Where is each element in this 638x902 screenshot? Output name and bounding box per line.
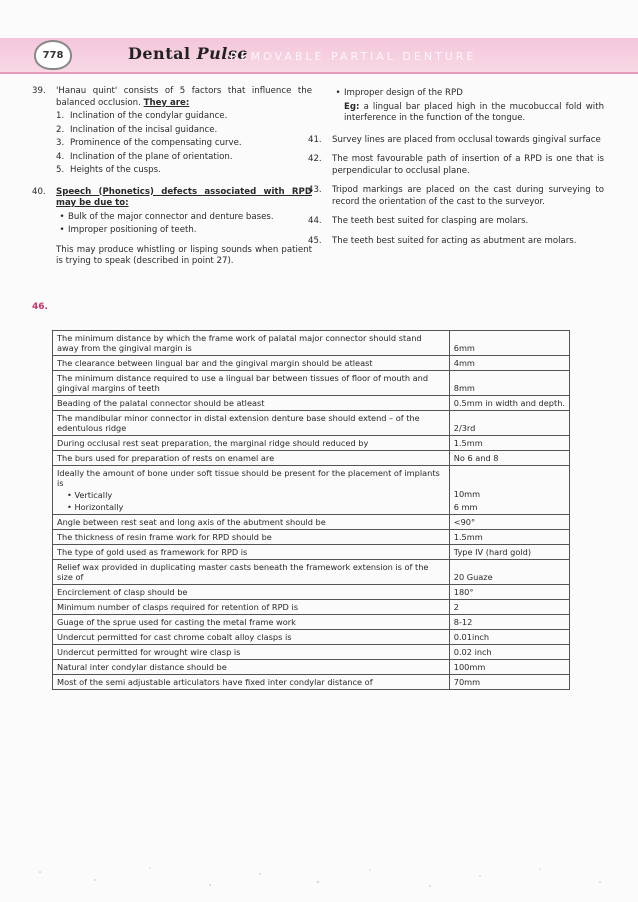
bullet-icon: • <box>59 211 65 222</box>
page-number: 778 <box>42 49 64 61</box>
left-column <box>32 86 312 274</box>
fact-answer: 0.02 inch <box>449 645 569 660</box>
fact-answer: 8mm <box>449 371 569 396</box>
question-text: The most favourable path of insertion of a RPD is one that is perpendicular to occlusal plane. <box>332 154 604 176</box>
question-number: 40. <box>32 186 46 197</box>
question-number: 43. <box>308 185 322 195</box>
right-column <box>308 86 604 253</box>
question-text: Tripod markings are placed on the cast during surveying to record the orientation of the cast to the surveyor. <box>332 185 604 207</box>
table-row <box>53 451 570 466</box>
bullet-item: • Vertically <box>67 490 113 500</box>
fact-question: Natural inter condylar distance should be <box>53 660 450 675</box>
table-row <box>53 600 570 615</box>
table-row <box>53 436 570 451</box>
table-row <box>53 645 570 660</box>
table-row <box>53 371 570 396</box>
question-44 <box>308 216 604 228</box>
list-item: 3. Prominence of the compensating curve. <box>56 138 242 148</box>
list-item: 4. Inclination of the plane of orientation. <box>56 151 233 162</box>
question-41 <box>308 135 604 147</box>
fact-question: The type of gold used as framework for RPD is <box>53 545 450 560</box>
table-row <box>53 396 570 411</box>
question-number: 39. <box>32 86 46 96</box>
table-row <box>53 560 570 585</box>
fact-question: Guage of the sprue used for casting the metal frame work <box>53 615 450 630</box>
bullet-icon: • <box>67 490 75 500</box>
list-item: 5. Heights of the cusps. <box>56 165 161 175</box>
fact-answer: 2/3rd <box>449 411 569 436</box>
question-text: 'Hanau quint' consists of 5 factors that influence the balanced occlusion. <box>56 86 312 108</box>
fact-question: Relief wax provided in duplicating master casts beneath the framework extension is of the size of <box>53 560 450 585</box>
fact-answer: 4mm <box>449 356 569 371</box>
page-number-badge <box>34 40 72 70</box>
facts-table <box>52 330 570 690</box>
example-text: Eg: a lingual bar placed high in the mucobuccal fold with interference in the function of the tongue. <box>344 101 605 123</box>
question-40 <box>32 187 312 268</box>
facts-table-body <box>53 331 570 690</box>
fact-question: Most of the semi adjustable articulators have fixed inter condylar distance of <box>53 675 450 690</box>
fact-question: The mandibular minor connector in distal extension denture base should extend – of the edentulous ridge <box>53 411 450 436</box>
fact-question: The clearance between lingual bar and the gingival margin should be atleast <box>53 356 450 371</box>
fact-question: The thickness of resin frame work for RPD should be <box>53 530 450 545</box>
fact-question: Ideally the amount of bone under soft tissue should be present for the placement of implants is • Vertically • Horizontally <box>53 466 450 515</box>
bullet-item: • Improper positioning of teeth. <box>56 225 312 237</box>
question-39 <box>32 86 312 177</box>
table-row <box>53 660 570 675</box>
table-row <box>53 515 570 530</box>
bullet-icon: • <box>59 225 65 235</box>
fact-answer: 20 Guaze <box>449 560 569 585</box>
fact-answer: 70mm <box>449 675 569 690</box>
question-body <box>56 187 312 268</box>
fact-question: During occlusal rest seat preparation, the marginal ridge should reduced by <box>53 436 450 451</box>
table-row <box>53 585 570 600</box>
scan-speckle <box>0 860 638 900</box>
table-row <box>53 545 570 560</box>
paragraph: This may produce whistling or lisping sounds when patient is trying to speak (described in point 27). <box>56 244 312 266</box>
fact-answer: 0.01inch <box>449 630 569 645</box>
brand-script: Pulse <box>196 44 249 63</box>
brand-main: Dental <box>128 44 191 63</box>
fact-answer: 2 <box>449 600 569 615</box>
fact-question: Minimum number of clasps required for retention of RPD is <box>53 600 450 615</box>
question-40-continued <box>308 86 604 125</box>
fact-answer: 6mm <box>449 331 569 356</box>
bullet-icon: • <box>335 88 341 98</box>
fact-question: The burs used for preparation of rests on enamel are <box>53 451 450 466</box>
question-text: Survey lines are placed from occlusal towards gingival surface <box>332 134 601 145</box>
fact-question: Angle between rest seat and long axis of the abutment should be <box>53 515 450 530</box>
question-number: 41. <box>308 134 322 145</box>
fact-answer: 1.5mm <box>449 436 569 451</box>
fact-question: Encirclement of clasp should be <box>53 585 450 600</box>
table-row <box>53 331 570 356</box>
fact-answer: 10mm 6 mm <box>449 466 569 515</box>
table-row <box>53 615 570 630</box>
they-are-label: They are: <box>143 97 190 108</box>
question-text: The teeth best suited for acting as abutment are molars. <box>332 235 577 246</box>
fact-question: Undercut permitted for cast chrome cobalt alloy clasps is <box>53 630 450 645</box>
table-row <box>53 411 570 436</box>
fact-answer: 0.5mm in width and depth. <box>449 396 569 411</box>
bullet-item: • Improper design of the RPD <box>332 88 604 100</box>
question-heading: Speech (Phonetics) defects associated with RPD may be due to: <box>56 186 312 208</box>
fact-question: The minimum distance by which the frame work of palatal major connector should stand away from the gingival margin is <box>53 331 450 356</box>
fact-answer: 8-12 <box>449 615 569 630</box>
table-row <box>53 356 570 371</box>
fact-answer: 100mm <box>449 660 569 675</box>
section-watermark: REMOVABLE PARTIAL DENTURE <box>230 50 477 63</box>
bullet-icon: • <box>67 502 75 512</box>
fact-question: The minimum distance required to use a lingual bar between tissues of floor of mouth and gingival margins of teeth <box>53 371 450 396</box>
bullet-item: • Bulk of the major connector and denture bases. <box>56 212 312 224</box>
question-45 <box>308 236 604 248</box>
fact-answer: <90° <box>449 515 569 530</box>
question-number: 44. <box>308 216 322 226</box>
list-item: 2. Inclination of the incisal guidance. <box>56 124 218 135</box>
fact-question: Beading of the palatal connector should be atleast <box>53 396 450 411</box>
table-row <box>53 630 570 645</box>
header-divider <box>0 72 638 74</box>
fact-answer: 180° <box>449 585 569 600</box>
table-row <box>53 675 570 690</box>
question-42 <box>308 154 604 177</box>
fact-answer: No 6 and 8 <box>449 451 569 466</box>
list-item: 1. Inclination of the condylar guidance. <box>56 111 228 121</box>
table-row <box>53 530 570 545</box>
question-body <box>56 86 312 177</box>
question-number: 45. <box>308 235 322 246</box>
table-row <box>53 466 570 515</box>
question-46-number: 46. <box>32 302 48 312</box>
question-number: 42. <box>308 154 322 164</box>
question-text: The teeth best suited for clasping are molars. <box>332 216 529 226</box>
fact-answer: 1.5mm <box>449 530 569 545</box>
question-43 <box>308 185 604 208</box>
bullet-item: • Horizontally <box>67 502 124 512</box>
fact-question: Undercut permitted for wrought wire clasp is <box>53 645 450 660</box>
fact-answer: Type IV (hard gold) <box>449 545 569 560</box>
